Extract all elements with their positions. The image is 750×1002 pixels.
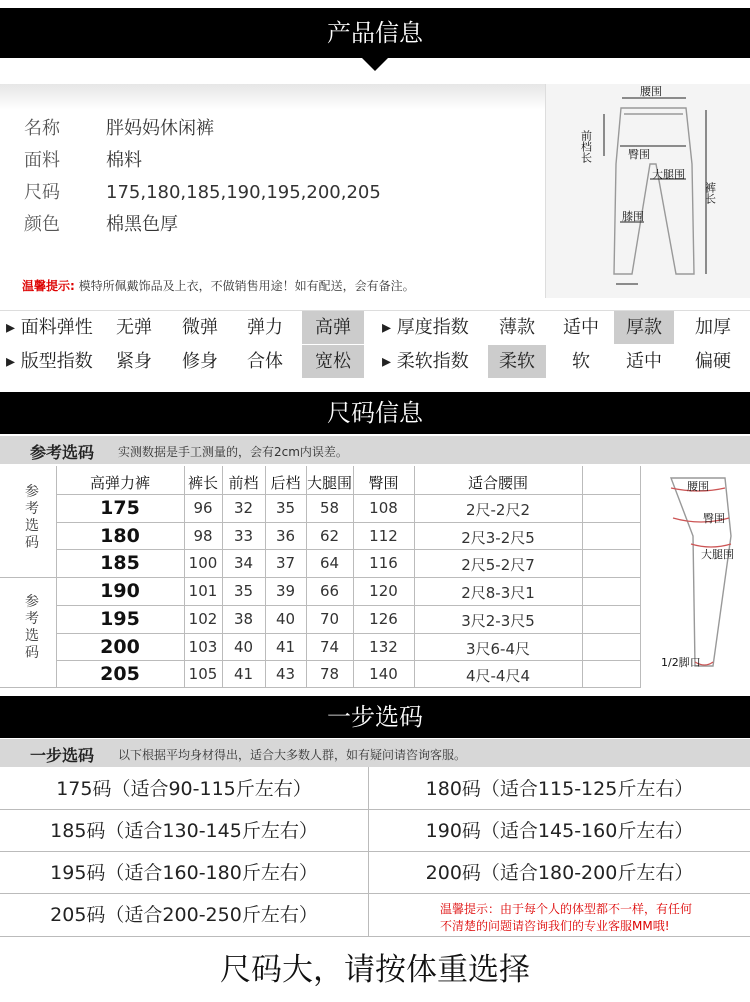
table-cell: 41 (275, 637, 296, 656)
table-cell: 33 (233, 526, 254, 545)
size-code: 175 (100, 497, 140, 519)
table-cell: 126 (369, 609, 398, 628)
label-length: 裤长 (703, 182, 717, 204)
info-value: 胖妈妈休闲裤 (106, 118, 214, 139)
index-option-selected: 高弹 (302, 311, 364, 344)
tip-label: 温馨提示: (22, 279, 75, 293)
grid-line (56, 605, 640, 606)
step-item: 195码（适合160-180斤左右） (50, 862, 318, 884)
legpic-waist: 腰围 (687, 480, 709, 493)
legpic-thigh: 大腿围 (701, 548, 734, 561)
warm-tip (22, 277, 415, 294)
pants-diagram-svg (546, 84, 750, 298)
size-table (0, 466, 640, 688)
index-option-selected: 柔软 (488, 345, 546, 378)
table-header: 高弹力裤 (89, 474, 150, 492)
table-header: 臀围 (368, 474, 399, 492)
size-code: 185 (100, 552, 140, 575)
index-option-selected: 厚款 (614, 311, 674, 344)
info-key: 颜色 (24, 214, 60, 235)
index-option: 修身 (182, 351, 218, 372)
side-label: 参 考 选 码 (25, 594, 39, 661)
table-cell: 132 (369, 637, 398, 656)
index-option: 弹力 (247, 317, 283, 338)
table-cell: 98 (193, 526, 213, 545)
table-cell: 140 (369, 665, 398, 684)
step-select-title: 一步选码 (327, 703, 423, 731)
index-option: 薄款 (499, 317, 535, 338)
grid-line (56, 522, 640, 523)
table-cell: 37 (275, 554, 296, 573)
table-cell: 32 (233, 499, 254, 517)
index-option: 无弹 (116, 317, 152, 338)
table-cell: 102 (188, 609, 218, 628)
table-header: 大腿围 (306, 474, 352, 492)
banner-arrow (361, 57, 389, 71)
index-option-selected: 宽松 (302, 345, 364, 378)
table-cell: 2尺-2尺2 (465, 501, 531, 519)
size-sub-title: 参考选码 (30, 443, 95, 462)
table-header: 裤长 (187, 474, 218, 492)
grid-line (0, 809, 750, 810)
step-select-banner (0, 696, 750, 738)
table-cell: 40 (233, 637, 254, 656)
table-cell: 3尺6-4尺 (465, 639, 531, 658)
side-label: 参 考 选 码 (25, 484, 39, 551)
table-cell: 41 (233, 665, 254, 684)
table-cell: 2尺3-2尺5 (461, 528, 535, 547)
grid-line (56, 549, 640, 550)
info-row-color (24, 210, 178, 236)
tip-text: 模特所佩戴饰品及上衣，不做销售用途！如有配送，会有备注。 (78, 279, 415, 293)
table-cell: 108 (369, 499, 398, 517)
table-header: 后档 (270, 474, 301, 492)
panel-gradient (0, 84, 545, 110)
grid-line (0, 851, 750, 852)
index-label-text: 面料弹性 (20, 317, 93, 338)
step-item: 185码（适合130-145斤左右） (50, 820, 318, 842)
info-key: 名称 (24, 118, 60, 139)
table-cell: 70 (319, 609, 340, 628)
index-label-text: 厚度指数 (396, 317, 469, 338)
size-code: 190 (100, 580, 140, 603)
table-cell: 100 (188, 554, 218, 573)
info-key: 面料 (24, 150, 60, 171)
index-label-fit: ▸ 版型指数 (6, 351, 93, 372)
index-label-elasticity: ▸ 面料弹性 (6, 317, 93, 338)
table-cell: 62 (319, 526, 340, 545)
step-item: 200码（适合180-200斤左右） (425, 862, 694, 884)
legpic-hem: 1/2脚口 (661, 656, 701, 669)
size-code: 200 (100, 635, 140, 658)
size-info-title: 尺码信息 (327, 399, 423, 427)
table-cell: 66 (319, 582, 340, 601)
index-table (0, 310, 750, 378)
size-code: 205 (100, 663, 140, 686)
product-info-panel (0, 84, 545, 298)
table-cell: 112 (369, 526, 398, 545)
index-option: 适中 (563, 317, 599, 338)
grid-line (56, 633, 640, 634)
step-warm-tip (440, 901, 740, 935)
index-option: 微弹 (182, 317, 218, 338)
index-label-text: 版型指数 (20, 351, 93, 372)
table-cell: 3尺2-3尺5 (461, 611, 535, 630)
step-item: 175码（适合90-115斤左右） (56, 778, 312, 800)
product-info-title: 产品信息 (327, 19, 423, 47)
table-cell: 116 (369, 554, 398, 573)
leg-diagram-svg (641, 466, 750, 688)
table-header: 前档 (228, 474, 259, 492)
step-sub-title: 一步选码 (30, 746, 95, 765)
size-info-subbar (0, 436, 750, 464)
index-option: 紧身 (116, 351, 152, 372)
size-sub-desc: 实测数据是手工测量的，会有2cm内误差。 (118, 445, 348, 459)
label-knee: 膝围 (622, 210, 644, 223)
footer-note: 尺码大，请按体重选择 (220, 952, 530, 988)
table-cell: 2尺5-2尺7 (461, 556, 535, 575)
legpic-hip: 臀围 (703, 512, 725, 525)
info-row-name (24, 114, 214, 140)
table-cell: 64 (319, 554, 340, 573)
warm-tip-line: 温馨提示：由于每个人的体型都不一样，有任何 (440, 902, 693, 916)
leg-measure-diagram (640, 466, 750, 688)
grid-line (0, 687, 640, 688)
label-waist: 腰围 (640, 85, 662, 98)
index-option: 适中 (626, 351, 662, 372)
table-cell: 35 (233, 582, 254, 601)
index-label-thickness: ▸ 厚度指数 (382, 317, 469, 338)
table-cell: 2尺8-3尺1 (461, 584, 535, 603)
step-item: 180码（适合115-125斤左右） (425, 778, 694, 800)
table-cell: 101 (188, 582, 218, 601)
index-label-softness: ▸ 柔软指数 (382, 351, 469, 372)
size-code: 195 (100, 607, 140, 630)
step-item: 190码（适合145-160斤左右） (425, 820, 694, 842)
size-code: 180 (100, 524, 140, 547)
table-cell: 36 (275, 526, 296, 545)
label-front-rise: 前档长 (579, 130, 593, 163)
info-key: 尺码 (24, 182, 60, 203)
info-row-size (24, 178, 381, 204)
step-select-grid (0, 767, 750, 937)
index-option: 软 (572, 351, 590, 372)
grid-line (0, 936, 750, 937)
table-cell: 34 (233, 554, 254, 573)
grid-line (56, 660, 640, 661)
step-sub-desc: 以下根据平均身材得出，适合大多数人群，如有疑问请咨询客服。 (118, 748, 467, 762)
index-option: 偏硬 (695, 351, 731, 372)
grid-line (0, 893, 750, 894)
table-cell: 43 (275, 665, 296, 684)
step-select-subbar (0, 739, 750, 767)
table-header: 适合腰围 (467, 474, 528, 492)
grid-line (56, 494, 640, 495)
table-cell: 78 (319, 665, 340, 684)
pants-measure-diagram (545, 84, 750, 298)
info-value: 棉料 (106, 150, 142, 171)
table-cell: 120 (369, 582, 398, 601)
warm-tip-line: 不清楚的问题请咨询我们的专业客服MM哦! (440, 919, 670, 933)
index-option: 合体 (247, 351, 283, 372)
index-label-text: 柔软指数 (396, 351, 469, 372)
step-item: 205码（适合200-250斤左右） (50, 904, 318, 926)
product-info-banner (0, 8, 750, 58)
table-cell: 35 (275, 499, 296, 517)
label-thigh: 大腿围 (652, 168, 685, 181)
grid-line (0, 577, 640, 578)
table-cell: 39 (275, 582, 296, 601)
info-value: 175,180,185,190,195,200,205 (106, 182, 381, 203)
table-cell: 105 (188, 665, 218, 684)
table-cell: 74 (319, 637, 340, 656)
label-hip: 臀围 (628, 148, 650, 161)
table-cell: 40 (275, 609, 296, 628)
info-row-fabric (24, 146, 142, 172)
table-cell: 58 (319, 499, 340, 517)
table-cell: 38 (233, 609, 254, 628)
table-cell: 96 (193, 499, 213, 517)
table-cell: 4尺-4尺4 (465, 667, 531, 686)
index-option: 加厚 (695, 317, 731, 338)
table-cell: 103 (188, 637, 218, 656)
info-value: 棉黑色厚 (106, 214, 178, 235)
size-info-banner (0, 392, 750, 434)
